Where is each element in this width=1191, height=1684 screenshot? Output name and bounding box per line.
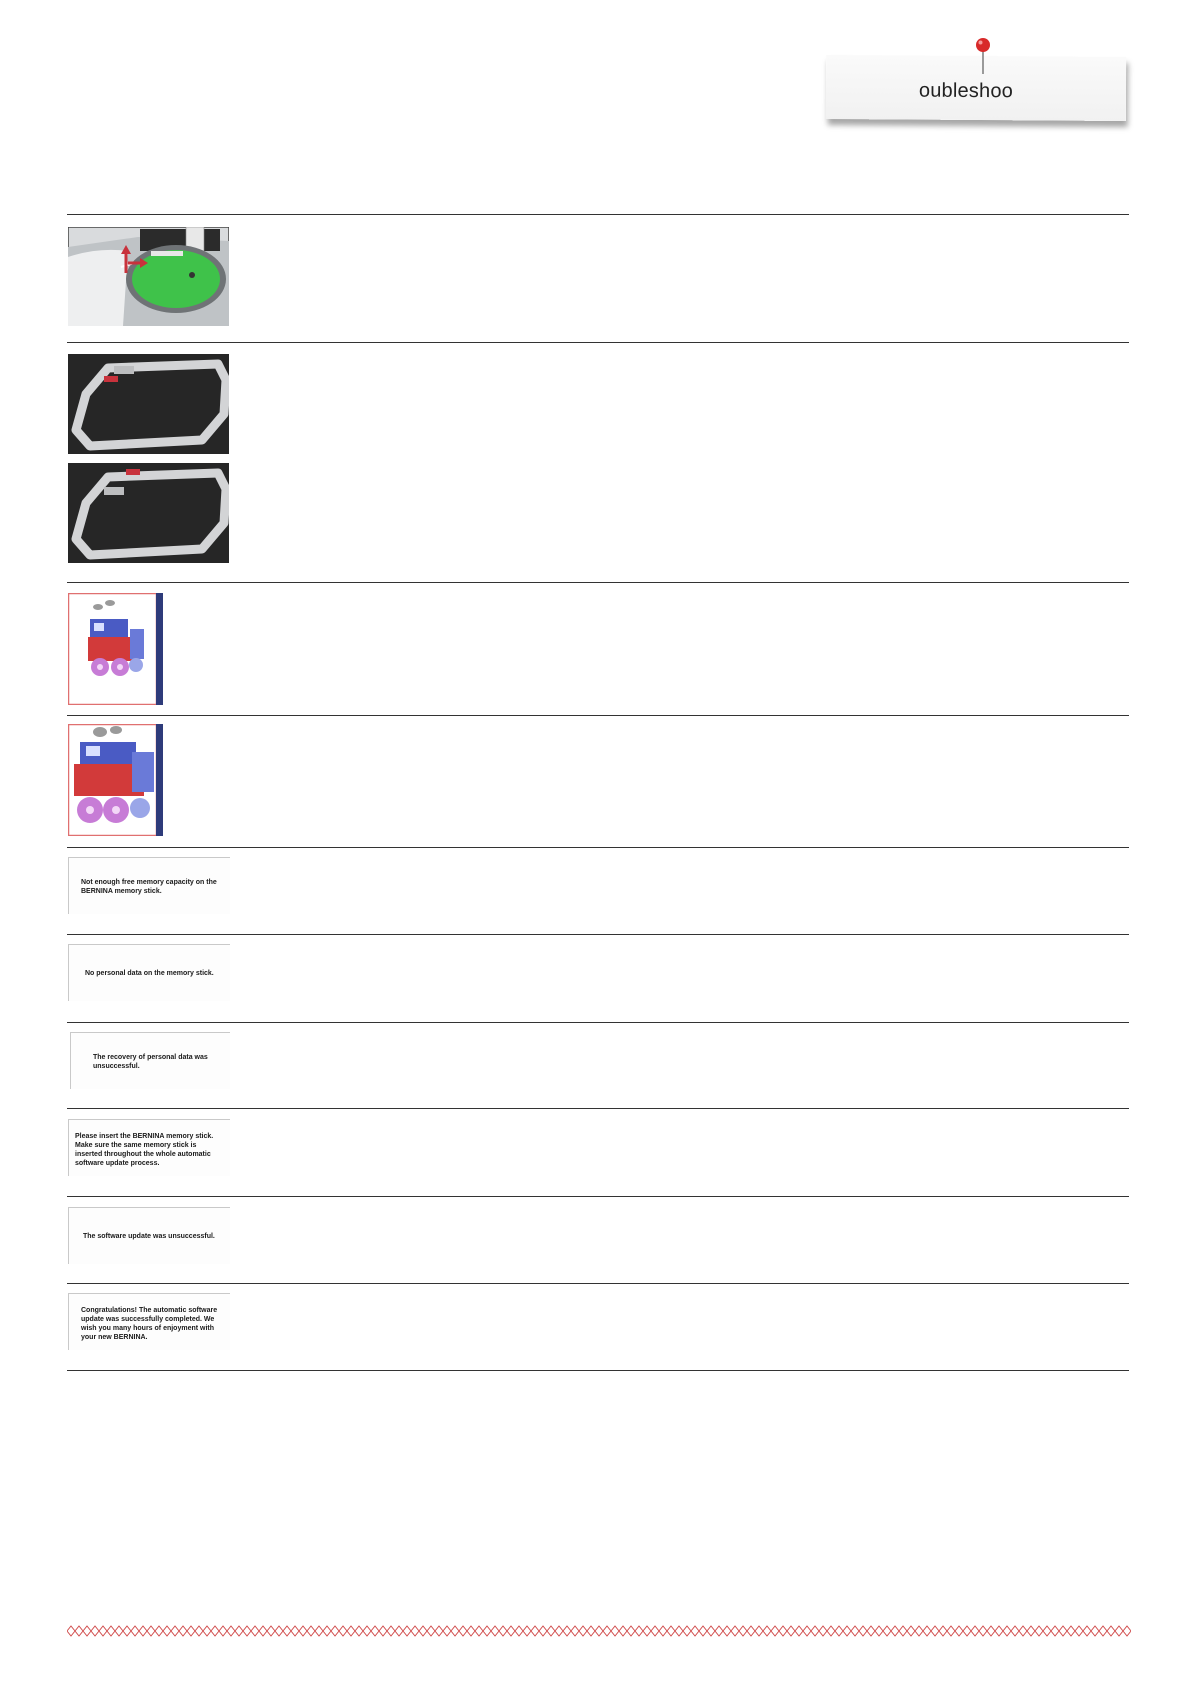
table-rule xyxy=(67,1283,1129,1284)
message-text: The recovery of personal data was unsuccessful. xyxy=(93,1054,208,1070)
message-memory-full xyxy=(68,857,230,914)
table-rule-top xyxy=(67,214,1129,215)
message-text: No personal data on the memory stick. xyxy=(85,970,214,977)
machine-hoop-photo xyxy=(68,227,229,326)
pin-icon xyxy=(971,36,995,76)
table-rule xyxy=(67,1196,1129,1197)
table-rule xyxy=(67,934,1129,935)
message-text: The software update was unsuccessful. xyxy=(83,1233,215,1240)
message-update-success xyxy=(68,1293,230,1350)
table-rule xyxy=(67,1022,1129,1023)
table-rule xyxy=(67,1108,1129,1109)
table-rule-bottom xyxy=(67,1370,1129,1371)
message-text: Congratulations! The automatic software update was successfully completed. We wish you many hours of enjoyment with your new BERNINA. xyxy=(81,1307,218,1341)
hoop-photo-top xyxy=(68,354,229,454)
message-insert-stick xyxy=(68,1119,230,1176)
message-recovery-failed xyxy=(70,1032,230,1089)
message-text: Not enough free memory capacity on the BERNINA memory stick. xyxy=(81,879,217,895)
table-rule xyxy=(67,342,1129,343)
embroidery-train-small xyxy=(68,593,163,705)
hoop-photo-bottom xyxy=(68,463,229,563)
footer-stitch-decoration xyxy=(67,1625,1131,1637)
message-text: Please insert the BERNINA memory stick. Make sure the same memory stick is inserted throughout the whole automatic software update process. xyxy=(75,1133,214,1167)
message-no-personal-data xyxy=(68,944,230,1001)
message-update-failed xyxy=(68,1207,230,1264)
table-rule xyxy=(67,847,1129,848)
chapter-tab-label: oubleshoo xyxy=(918,79,1014,103)
table-rule xyxy=(67,582,1129,583)
table-rule xyxy=(67,715,1129,716)
embroidery-train-large xyxy=(68,724,163,836)
